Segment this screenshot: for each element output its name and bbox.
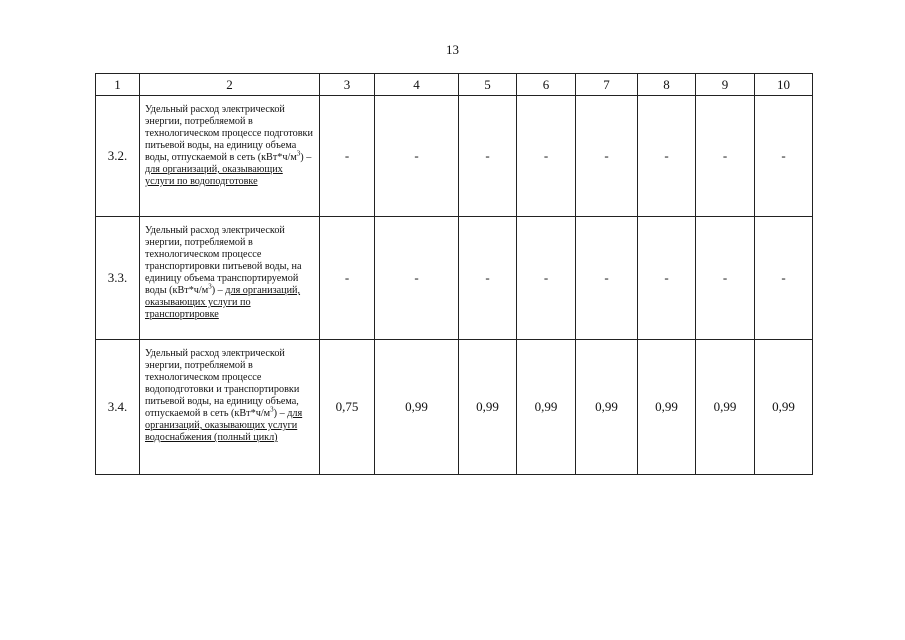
value-cell: - [375,96,459,217]
value-cell: - [517,217,576,340]
value-cell: 0,75 [320,340,375,475]
value-cell: - [459,96,517,217]
header-cell-7: 7 [576,74,638,96]
value-cell: - [696,96,755,217]
table-row [96,96,813,217]
table-row [96,340,813,475]
value-cell: - [320,96,375,217]
description-text: Удельный расход электрической энергии, потребляемой в технологическом процессе подготовки питьевой воды, на единицу объема воды, отпускаемой в сеть (кВт*ч/м [145,104,313,163]
value-cell: 0,99 [459,340,517,475]
header-cell-9: 9 [696,74,755,96]
description-underlined: для организаций, оказывающих услуги водоснабжения (полный цикл) [145,408,303,443]
header-cell-2: 2 [140,74,320,96]
description-text: Удельный расход электрической энергии, потребляемой в технологическом процессе транспортировки питьевой воды, на единицу объема транспортируемой воды (кВт*ч/м [145,225,302,296]
row-number: 3.2. [96,96,140,217]
header-cell-1: 1 [96,74,140,96]
row-description [140,96,320,217]
row-number: 3.4. [96,340,140,475]
value-cell: - [459,217,517,340]
header-cell-8: 8 [638,74,696,96]
value-cell: 0,99 [375,340,459,475]
row-number: 3.3. [96,217,140,340]
value-cell: 0,99 [638,340,696,475]
value-cell: - [755,217,813,340]
description-mid: ) – [300,152,312,163]
value-cell: - [696,217,755,340]
header-cell-3: 3 [320,74,375,96]
table-row [96,217,813,340]
value-cell: 0,99 [755,340,813,475]
value-cell: 0,99 [576,340,638,475]
description-text: Удельный расход электрической энергии, потребляемой в технологическом процессе водоподготовки и транспортировки питьевой воды, на единицу объема, отпускаемой в сеть (кВт*ч/м [145,348,300,419]
superscript: 3 [270,405,274,414]
header-cell-5: 5 [459,74,517,96]
description-mid: ) – [273,408,288,419]
value-cell: - [638,96,696,217]
header-row [96,74,813,96]
header-cell-4: 4 [375,74,459,96]
row-description [140,340,320,475]
header-cell-6: 6 [517,74,576,96]
description-mid: ) – [211,285,226,296]
value-cell: - [576,96,638,217]
superscript: 3 [208,282,212,291]
superscript: 3 [296,149,301,158]
header-cell-10: 10 [755,74,813,96]
description-underlined: для организаций, оказывающих услуги по водоподготовке [145,164,283,187]
row-description [140,217,320,340]
value-cell: 0,99 [517,340,576,475]
value-cell: - [517,96,576,217]
value-cell: - [638,217,696,340]
description-underlined: для организаций, оказывающих услуги по транспортировке [145,285,301,320]
value-cell: 0,99 [696,340,755,475]
page-number: 13 [446,42,459,57]
data-table [95,73,813,475]
value-cell: - [755,96,813,217]
value-cell: - [375,217,459,340]
value-cell: - [576,217,638,340]
value-cell: - [320,217,375,340]
